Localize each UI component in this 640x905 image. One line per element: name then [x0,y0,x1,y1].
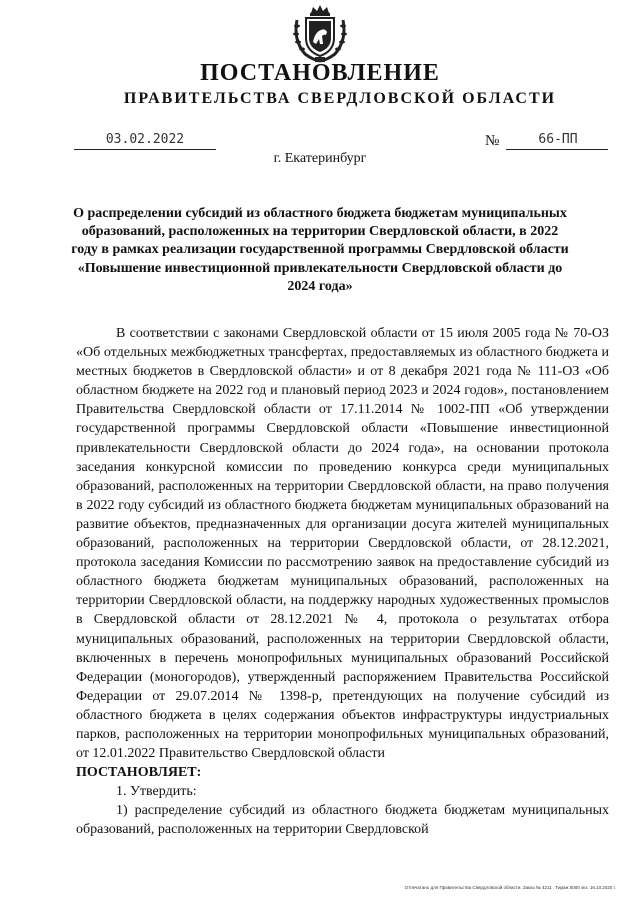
document-title: О распределении субсидий из областного бюджета бюджетам муниципальных образований, расположенных на территории Свердловской области, в 2022 году в рамках реализации государственной программы Свердловской области «Повышение инвестиционной привлекательности Свердловской области до 2024 года» [71,206,569,294]
number-underline [506,149,608,150]
date-underline [74,149,216,150]
number-sign: № [485,133,500,149]
document-date: 03.02.2022 [105,132,185,147]
item-1-1: 1) распределение субсидий из областного бюджета бюджетам муниципальных образований, расположенных на территории Свердловской [76,803,609,838]
document-type: ПОСТАНОВЛЕНИЕ [200,60,440,86]
city: г. Екатеринбург [273,151,367,166]
document-number: 66-ПП [538,132,578,147]
coat-of-arms-icon [291,4,349,64]
print-footer: Отпечатано для Правительства Свердловской области. Заказ № 4211 . Тираж 5000 экз. 16.10.2020 г. [404,885,616,890]
issuing-organization: ПРАВИТЕЛЬСТВА СВЕРДЛОВСКОЙ ОБЛАСТИ [123,90,557,107]
item-1: 1. Утвердить: [116,784,197,800]
document-body [76,324,609,840]
resolution-heading: ПОСТАНОВЛЯЕТ: [76,765,202,781]
preamble-paragraph: В соответствии с законами Свердловской области от 15 июля 2005 года № 70-ОЗ «Об отдельных межбюджетных трансфертах, предоставляемых из областного бюджета и местных бюджетов в Свердловской области» и от 8 декабря 2021 года № 111-ОЗ «Об областном бюджете на 2022 год и плановый период 2023 и 2024 годов», постановлением Правительства Свердловской области от 17.11.2014 № 1002-ПП «Об утверждении государственной программы Свердловской области «Повышение инвестиционной привлекательности Свердловской области до 2024 года», на основании протокола заседания конкурсной комиссии по проведению конкурса среди муниципальных образований, расположенных на территории Свердловской области, на право получения в 2022 году субсидий из областного бюджета бюджетам муниципальных образований на развитие объектов, предназначенных для организации досуга жителей муниципальных образований, расположенных на территории Свердловской области, от 28.12.2021, протокола заседания Комиссии по рассмотрению заявок на предоставление субсидий из областного бюджета бюджетам муниципальных образований, расположенных на территории Свердловской области, на поддержку народных художественных промыслов в Свердловской области от 28.12.2021 № 4, протокола о результатах отбора муниципальных образований, расположенных на территории Свердловской области, включенных в перечень монопрофильных муниципальных образований Российской Федерации (моногородов), утвержденный распоряжением Правительства Российской Федерации от 29.07.2014 № 1398-р, претендующих на получение субсидий из областного бюджета в целях содержания объектов инфраструктуры индустриальных парков, расположенных на территории монопрофильных муниципальных образований, от 12.01.2022 Правительство Свердловской области [76,326,609,762]
